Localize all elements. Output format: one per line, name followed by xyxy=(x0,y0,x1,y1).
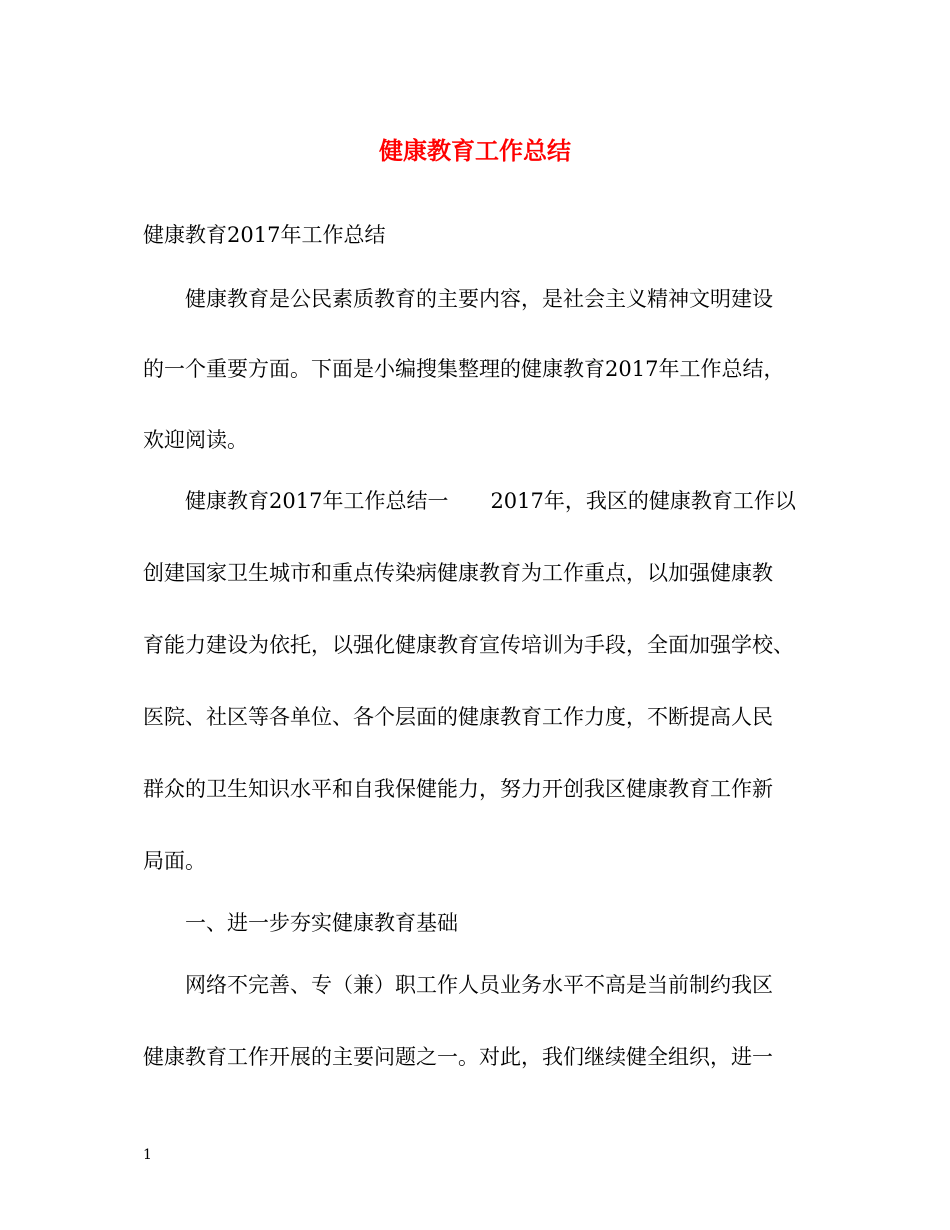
document-title: 健康教育工作总结 xyxy=(379,136,571,165)
body-line: 医院、社区等各单位、各个层面的健康教育工作力度，不断提高人民 xyxy=(143,705,773,729)
body-line: 群众的卫生知识水平和自我保健能力，努力开创我区健康教育工作新 xyxy=(143,777,773,801)
body-line: 网络不完善、专（兼）职工作人员业务水平不高是当前制约我区 xyxy=(143,973,773,997)
page-number: 1 xyxy=(143,1147,152,1163)
document-subtitle: 健康教育2017年工作总结 xyxy=(143,223,386,247)
body-line: 健康教育工作开展的主要问题之一。对此，我们继续健全组织，进一 xyxy=(143,1045,773,1069)
body-line: 健康教育2017年工作总结一 2017年，我区的健康教育工作以 xyxy=(143,489,796,513)
body-line: 欢迎阅读。 xyxy=(143,428,248,452)
body-line: 局面。 xyxy=(143,849,206,873)
section-heading: 一、进一步夯实健康教育基础 xyxy=(143,911,458,935)
body-line: 健康教育是公民素质教育的主要内容，是社会主义精神文明建设 xyxy=(143,287,773,311)
body-line: 创建国家卫生城市和重点传染病健康教育为工作重点，以加强健康教 xyxy=(143,561,773,585)
body-line: 的一个重要方面。下面是小编搜集整理的健康教育2017年工作总结， xyxy=(143,357,785,381)
body-line: 育能力建设为依托，以强化健康教育宣传培训为手段，全面加强学校、 xyxy=(143,633,794,657)
